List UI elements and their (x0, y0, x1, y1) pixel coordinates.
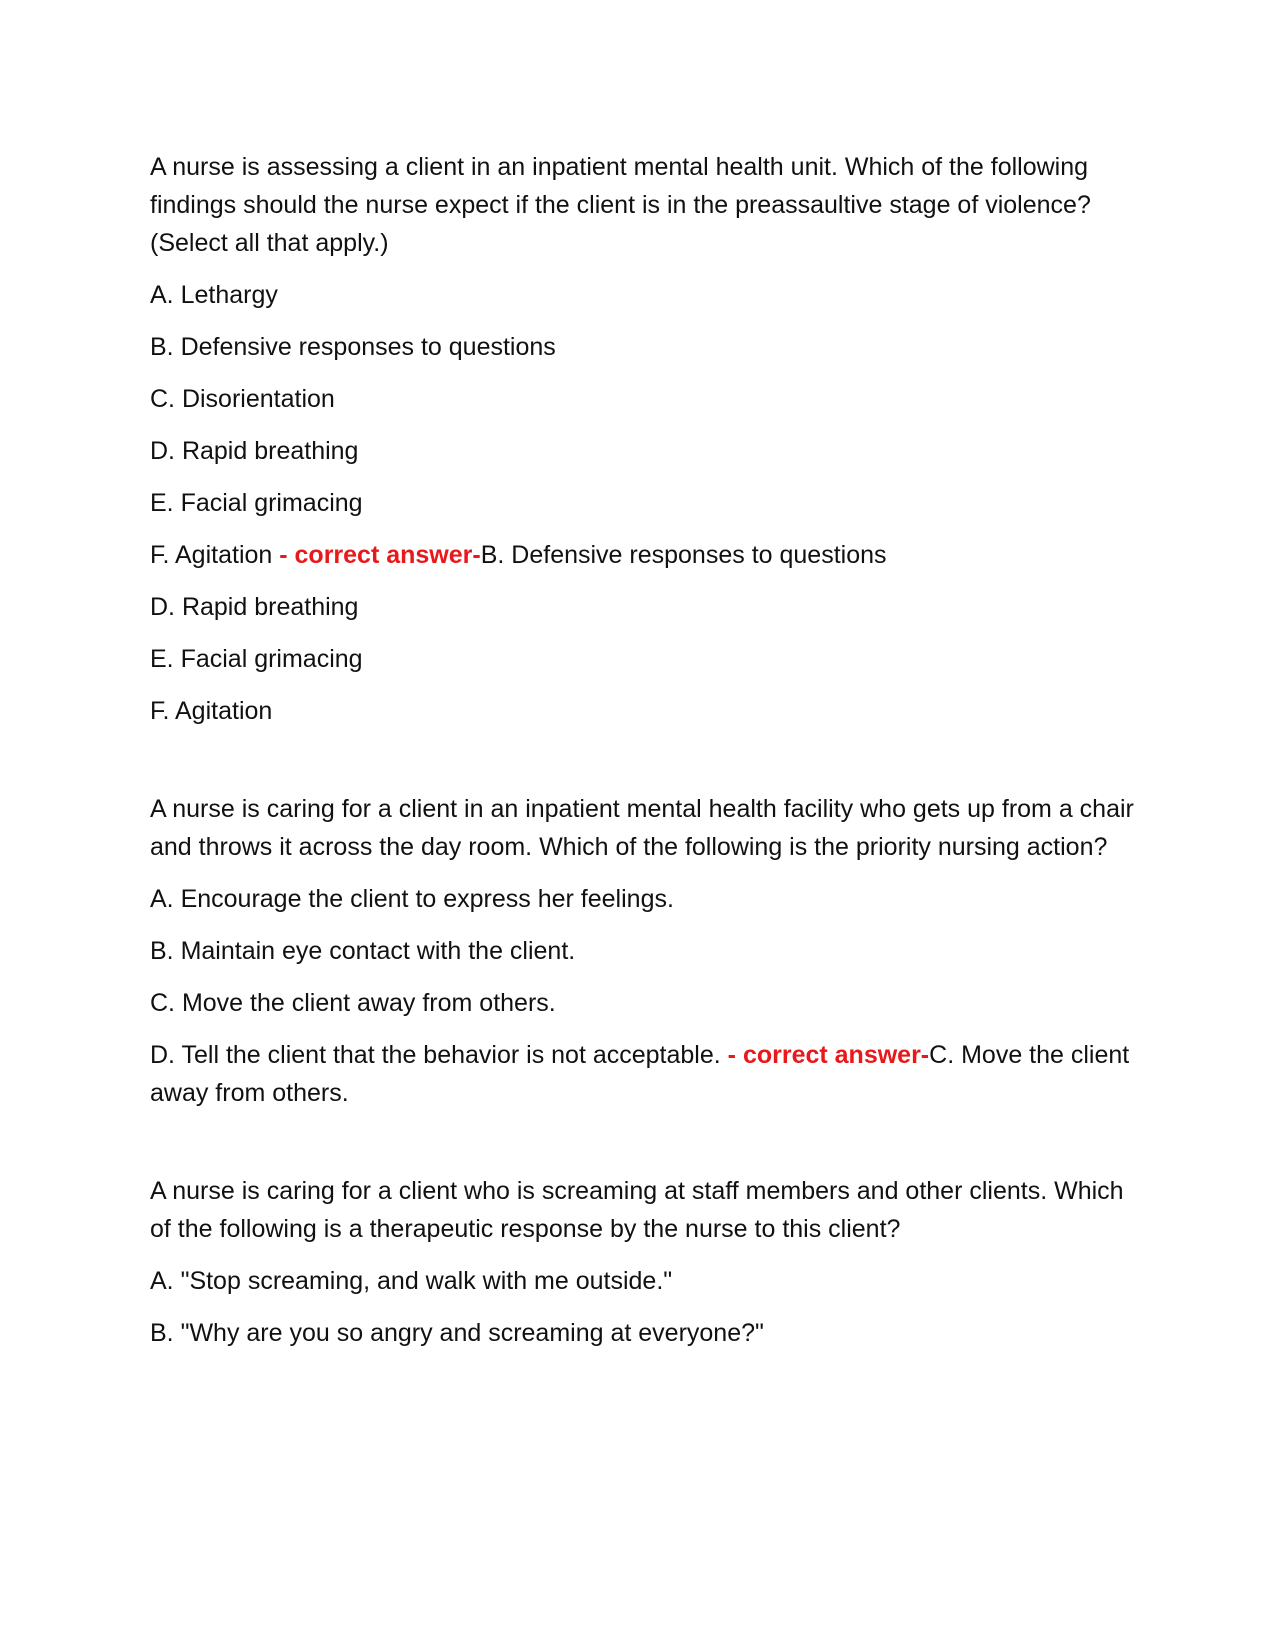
question-block-1 (150, 148, 1140, 730)
option-b: B. Maintain eye contact with the client. (150, 937, 576, 965)
option-a: A. Encourage the client to express her feelings. (150, 885, 674, 913)
option-d-with-answer (150, 1036, 1140, 1112)
option-f: F. Agitation (150, 541, 280, 569)
option-b: B. "Why are you so angry and screaming at everyone?" (150, 1319, 764, 1347)
option-f-with-answer (150, 536, 1140, 574)
question-stem: A nurse is caring for a client who is screaming at staff members and other clients. Which of the following is a therapeutic response by the nurse to this client? (150, 1177, 1124, 1243)
spacer (150, 1126, 1140, 1172)
question-block-2 (150, 790, 1140, 1112)
option-d: D. Tell the client that the behavior is not acceptable. (150, 1041, 728, 1069)
question-block-3 (150, 1172, 1140, 1352)
option-c: C. Move the client away from others. (150, 989, 556, 1017)
answer-line: D. Rapid breathing (150, 593, 359, 621)
option-a: A. Lethargy (150, 281, 278, 309)
answer-line: C. Move the client away from others. (150, 1041, 1130, 1107)
question-stem: A nurse is assessing a client in an inpatient mental health unit. Which of the following findings should the nurse expect if the client is in the preassaultive stage of violence? (Select all that apply.) (150, 153, 1091, 257)
question-stem: A nurse is caring for a client in an inpatient mental health facility who gets up from a chair and throws it across the day room. Which of the following is the priority nursing action? (150, 795, 1134, 861)
spacer (150, 744, 1140, 790)
answer-line: B. Defensive responses to questions (480, 541, 887, 569)
option-a: A. "Stop screaming, and walk with me outside." (150, 1267, 673, 1295)
option-c: C. Disorientation (150, 385, 335, 413)
option-b: B. Defensive responses to questions (150, 333, 556, 361)
document-page (150, 148, 1140, 1366)
correct-answer-label: - correct answer- (279, 541, 481, 569)
option-d: D. Rapid breathing (150, 437, 359, 465)
correct-answer-label: - correct answer- (727, 1041, 930, 1069)
answer-line: E. Facial grimacing (150, 645, 363, 673)
answer-line: F. Agitation (150, 697, 273, 725)
option-e: E. Facial grimacing (150, 489, 363, 517)
